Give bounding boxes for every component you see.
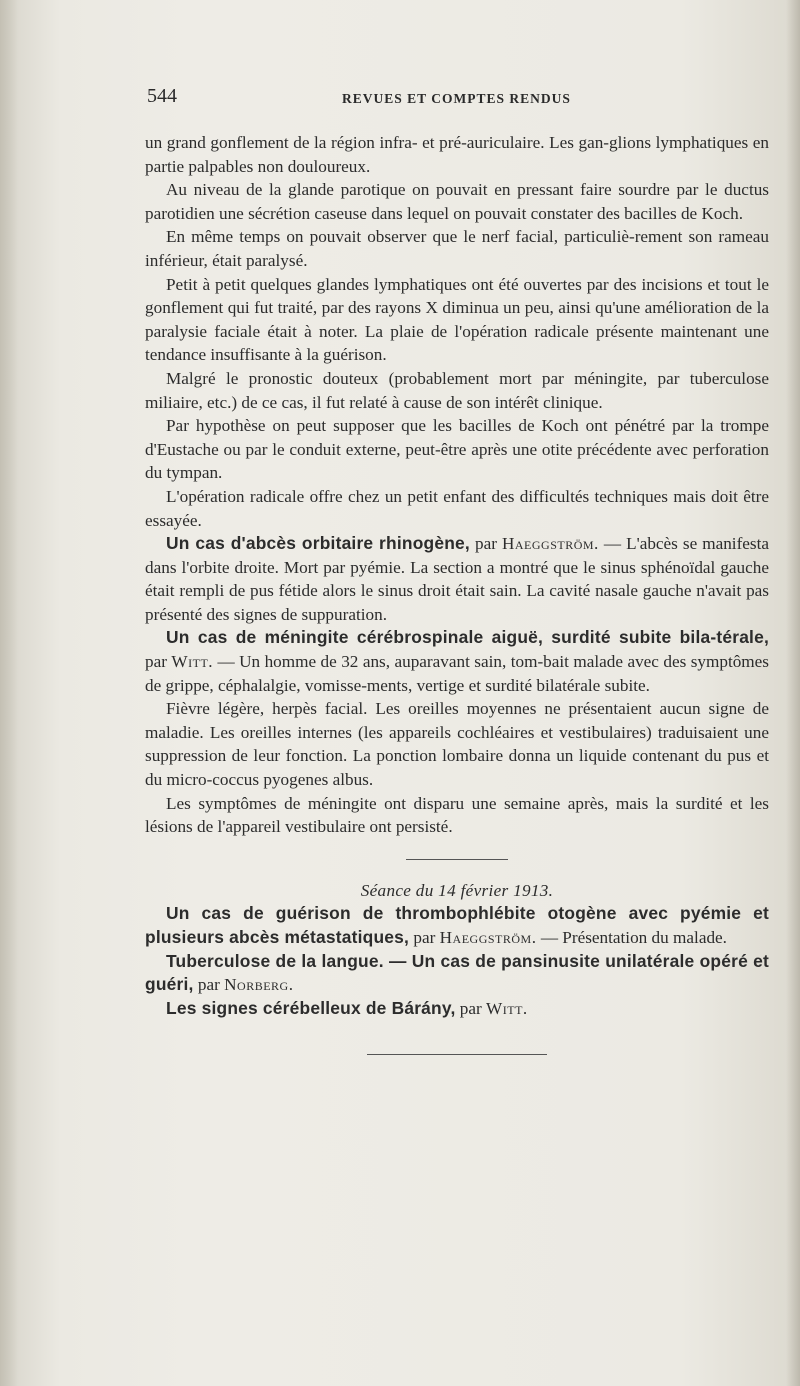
page-header <box>147 85 767 119</box>
body-text <box>145 131 769 1055</box>
page-edge-left <box>0 0 18 1386</box>
entry-title: Les signes cérébelleux de Bárány, <box>166 997 456 1018</box>
session-entry <box>145 997 769 1021</box>
author-name: Witt. <box>486 998 528 1018</box>
running-head: REVUES ET COMPTES RENDUS <box>342 91 571 106</box>
par-word: par <box>197 975 220 995</box>
entry-title: Tuberculose de la langue. — Un cas de pansinusite unilatérale opéré et guéri, <box>145 950 769 995</box>
author-name: Haeggström. <box>439 928 537 947</box>
paragraph: Les symptômes de méningite ont disparu une semaine après, mais la surdité et les lésions de l'appareil vestibulaire ont persisté. <box>145 793 769 837</box>
entry-title: Un cas de guérison de thrombophlébite otogène avec pyémie et plusieurs abcès métastatiques, <box>145 903 769 947</box>
paragraph: Par hypothèse on peut supposer que les bacilles de Koch ont pénétré par la trompe d'Eustache ou par le conduit externe, peut-être après une otite précédente avec perforation du tympan. <box>145 416 769 483</box>
paragraph: Fièvre légère, herpès facial. Les oreilles moyennes ne présentaient aucun signe de maladie. Les oreilles internes (les appareils cochléaires et vestibulaires) traduisaient une suppression de leur fonction. La ponction lombaire donna un liquide contenant du pus et du micro-coccus pyogenes albus. <box>145 699 769 790</box>
case-text: — Un homme de 32 ans, auparavant sain, tom-bait malade avec des symptômes de grippe, céphalalgie, vomisse-ments, vertige et surdité bilatérale subite. <box>145 652 769 695</box>
case-title: Un cas d'abcès orbitaire rhinogène, <box>166 533 470 554</box>
paragraph: En même temps on pouvait observer que le nerf facial, particuliè-rement son rameau inférieur, était paralysé. <box>145 227 769 270</box>
par-word: par <box>145 652 167 672</box>
par-word: par <box>459 998 482 1018</box>
session-heading: Séance du 14 février 1913. <box>360 880 554 900</box>
case-text: — L'abcès se manifesta dans l'orbite droite. Mort par pyémie. La section a montré que le sinus sphénoïdal gauche était rempli de pus fétide alors le sinus droit était sain. La cavité nasale gauche n'avait pas présenté des signes de suppuration. <box>145 534 770 624</box>
paragraph: un grand gonflement de la région infra- et pré-auriculaire. Les gan-glions lymphatiques en partie palpables non douloureux. <box>145 133 769 176</box>
entry-text: — Présentation du malade. <box>540 928 727 947</box>
paragraph: L'opération radicale offre chez un petit enfant des difficultés techniques mais doit être essayée. <box>145 486 769 530</box>
end-divider <box>367 1054 547 1055</box>
author-name: Haeggström. <box>501 534 599 554</box>
author-name: Witt. <box>171 652 214 672</box>
par-word: par <box>474 534 497 554</box>
author-name: Norberg. <box>224 975 294 995</box>
paragraph: Au niveau de la glande parotique on pouvait en pressant faire sourdre par le ductus parotidien une sécrétion caseuse dans lequel on pouvait constater des bacilles de Koch. <box>145 180 769 223</box>
section-divider <box>406 859 508 860</box>
paragraph: Malgré le pronostic douteux (probablement mort par méningite, par tuberculose miliaire, etc.) de ce cas, il fut relaté à cause de son intérêt clinique. <box>145 368 769 412</box>
page-number: 544 <box>147 85 177 107</box>
par-word: par <box>413 928 436 947</box>
paragraph: Petit à petit quelques glandes lymphatiques ont été ouvertes par des incisions et tout le gonflement qui fut traité, par des rayons X diminua un peu, ainsi qu'une amélioration de la paralysie faciale était à noter. La plaie de l'opération radicale présente maintenant une tendance insuffisante à la guérison. <box>145 274 769 365</box>
session-entry <box>145 902 769 949</box>
session-entry <box>145 950 769 997</box>
page-edge-right <box>786 0 800 1386</box>
case-title: Un cas de méningite cérébrospinale aiguë, surdité subite bila-térale, <box>166 627 769 648</box>
case-report-meningite <box>145 626 769 697</box>
case-report-abces-orbitaire <box>145 532 769 626</box>
